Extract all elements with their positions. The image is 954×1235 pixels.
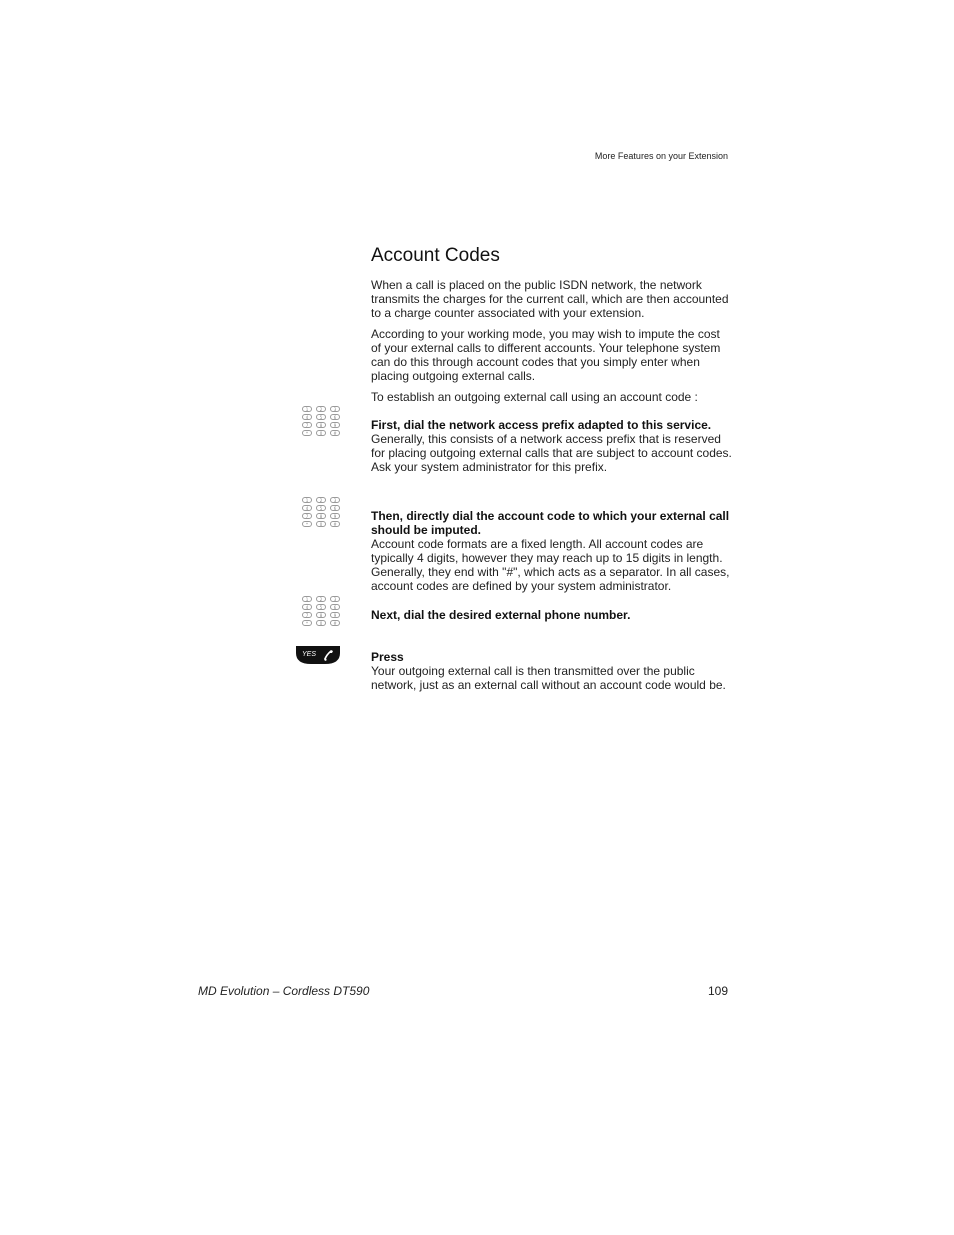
- keypad-key: 4: [302, 505, 312, 511]
- step-1: [371, 418, 733, 474]
- keypad-key: 5: [316, 414, 326, 420]
- keypad-key: 0: [316, 521, 326, 527]
- keypad-key: 4: [302, 604, 312, 610]
- keypad-key: 1: [302, 596, 312, 602]
- running-header: More Features on your Extension: [594, 151, 728, 161]
- intro-paragraph-2: According to your working mode, you may wish to impute the cost of your external calls to different accounts. Your telephone system can do this through account codes that you simply enter when placing outgoing external calls.: [371, 327, 721, 383]
- step-4-description: Your outgoing external call is then transmitted over the public network, just as an external call without an account code would be.: [371, 664, 726, 692]
- keypad-key: 8: [316, 513, 326, 519]
- keypad-key: *: [302, 430, 312, 436]
- step-2-instruction: Then, directly dial the account code to which your external call should be imputed.: [371, 509, 730, 537]
- keypad-key: #: [330, 430, 340, 436]
- keypad-key: 2: [316, 497, 326, 503]
- keypad-key: 3: [330, 497, 340, 503]
- keypad-key: 2: [316, 596, 326, 602]
- keypad-key: 5: [316, 604, 326, 610]
- footer-product: MD Evolution – Cordless DT590: [198, 984, 370, 998]
- step-4: [371, 650, 733, 692]
- step-1-instruction: First, dial the network access prefix adapted to this service.: [371, 418, 712, 432]
- keypad-key: 0: [316, 620, 326, 626]
- keypad-key: 1: [302, 497, 312, 503]
- keypad-icon: [302, 406, 340, 436]
- keypad-key: #: [330, 521, 340, 527]
- keypad-key: 7: [302, 513, 312, 519]
- keypad-key: 6: [330, 604, 340, 610]
- keypad-icon: [302, 596, 340, 626]
- keypad-key: 1: [302, 406, 312, 412]
- keypad-key: *: [302, 620, 312, 626]
- step-1-description: Generally, this consists of a network access prefix that is reserved for placing outgoing external calls that are subject to account codes. Ask your system administrator for this prefix.: [371, 432, 732, 474]
- keypad-key: 9: [330, 422, 340, 428]
- keypad-key: 9: [330, 612, 340, 618]
- keypad-key: 7: [302, 422, 312, 428]
- page-title: Account Codes: [371, 245, 500, 266]
- keypad-key: 7: [302, 612, 312, 618]
- step-3: [371, 608, 733, 622]
- keypad-key: 0: [316, 430, 326, 436]
- keypad-key: 9: [330, 513, 340, 519]
- keypad-key: 8: [316, 612, 326, 618]
- keypad-key: 3: [330, 596, 340, 602]
- keypad-key: 6: [330, 414, 340, 420]
- step-4-instruction: Press: [371, 650, 404, 664]
- keypad-icon: [302, 497, 340, 527]
- step-2: [371, 509, 733, 593]
- keypad-key: 3: [330, 406, 340, 412]
- keypad-key: 2: [316, 406, 326, 412]
- step-2-description: Account code formats are a fixed length. All account codes are typically 4 digits, however they may reach up to 15 digits in length. Generally, they end with "#", which acts as a separator. In all cases, account codes are defined by your system administrator.: [371, 537, 730, 593]
- intro-paragraph-1: When a call is placed on the public ISDN network, the network transmits the charges for the current call, which are then accounted to a charge counter associated with your extension.: [371, 278, 729, 320]
- step-3-instruction: Next, dial the desired external phone number.: [371, 608, 631, 622]
- yes-key-label: YES: [302, 651, 317, 658]
- keypad-key: 6: [330, 505, 340, 511]
- keypad-key: 8: [316, 422, 326, 428]
- yes-key-icon: [295, 645, 341, 665]
- page-number: 109: [707, 984, 728, 998]
- keypad-key: 4: [302, 414, 312, 420]
- keypad-key: 5: [316, 505, 326, 511]
- intro-paragraph-3: To establish an outgoing external call using an account code :: [371, 390, 698, 404]
- keypad-key: #: [330, 620, 340, 626]
- keypad-key: *: [302, 521, 312, 527]
